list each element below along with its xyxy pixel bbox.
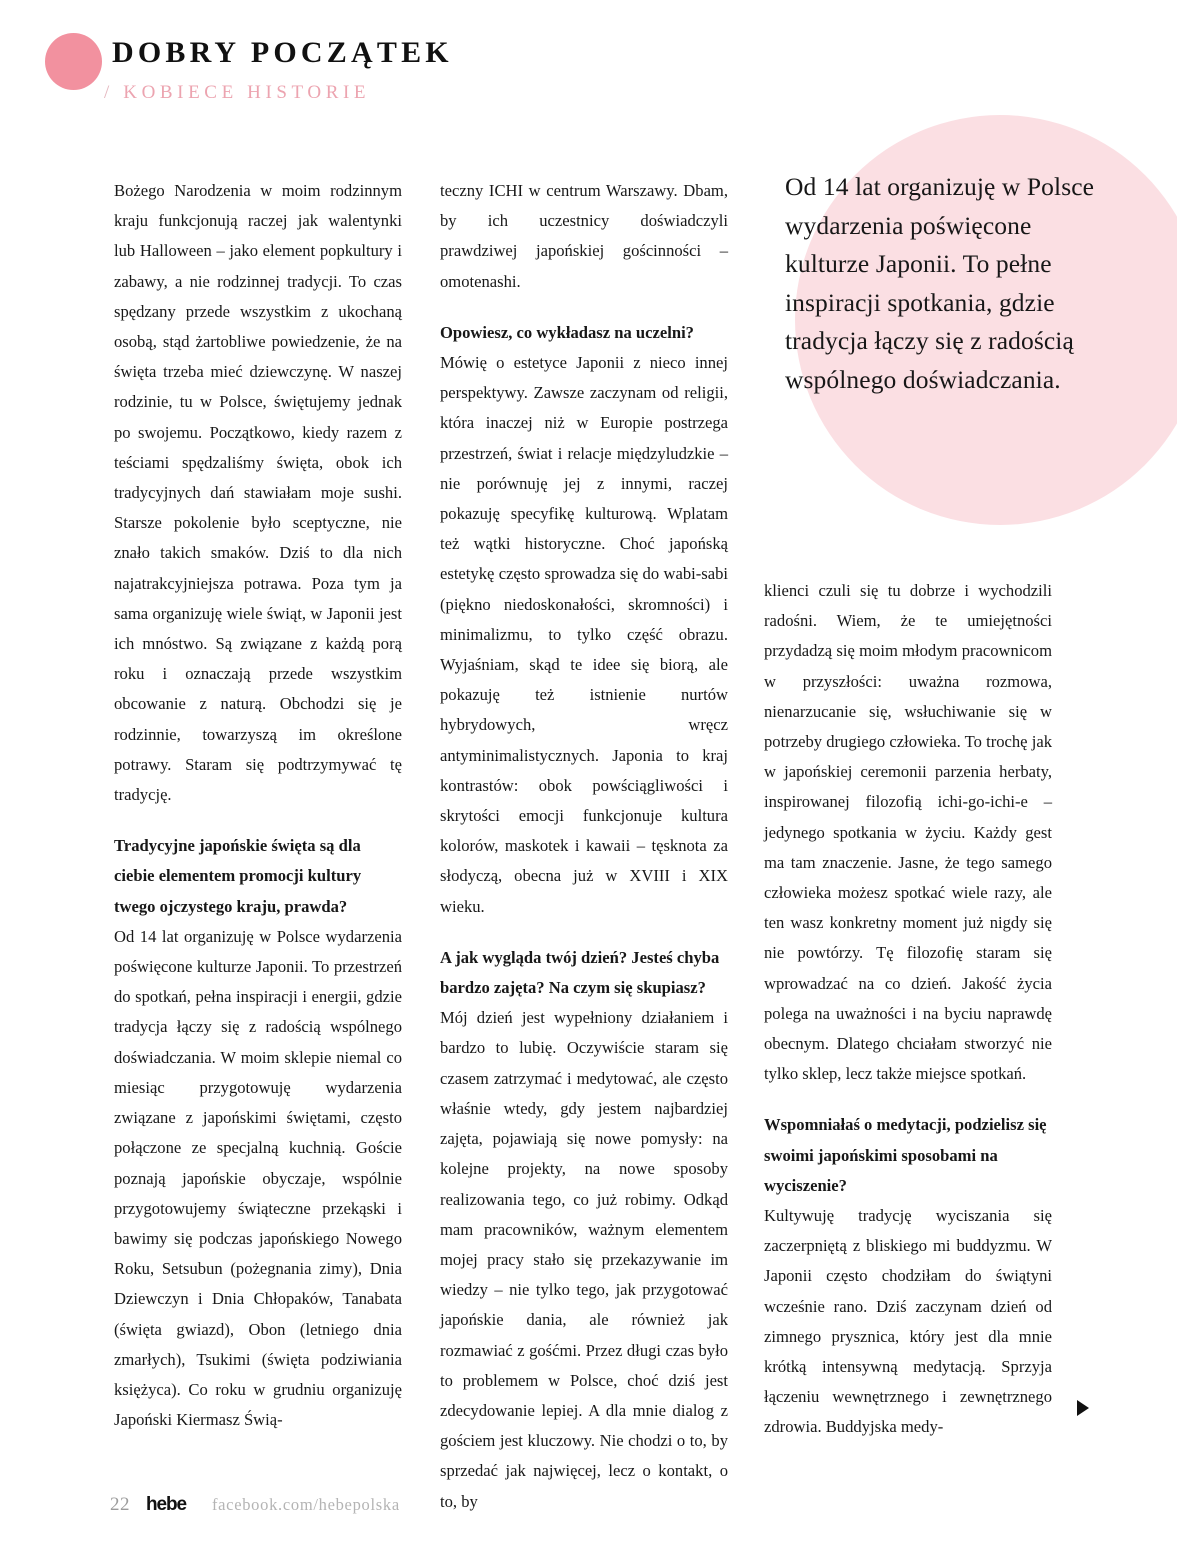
body-paragraph: Kultywuję tradycję wyciszania się zaczerpniętą z bliskiego mi buddyzmu. W Japonii często chodziłam do świątyni wcześnie rano. Dziś zaczynam dzień od zimnego prysznica, który jest dla mnie krótką intensywną medytacją. Sprzyja łączeniu wewnętrznego i zewnętrznego zdrowia. Buddyjska medy- xyxy=(764,1206,1052,1437)
masthead xyxy=(0,0,1177,130)
page-number: 22 xyxy=(110,1494,130,1515)
interview-question: Opowiesz, co wykładasz na uczelni? xyxy=(440,322,694,342)
brand-logo: hebe xyxy=(146,1494,186,1515)
body-paragraph: Mój dzień jest wypełniony działaniem i bardzo to lubię. Oczywiście staram się czasem zatrzymać i medytować, ale często właśnie wtedy, gdy jestem najbardziej zajęta, pojawiają się nowe pomysły: na kolejne projekty, na nowe sposoby realizowania tego, co już robimy. Odkąd mam pracowników, ważnym elementem mojej pracy stało się przekazywanie im wiedzy – nie tylko tego, jak przygotować japońskie dania, ale również jak rozmawiać z gośćmi. Przez długi czas było to problemem w Polsce, choć dziś jest zdecydowanie lepiej. A dla mnie dialog z gościem jest kluczowy. Nie chodzi o to, by sprzedać jak najwięcej, lecz o kontakt, o to, by xyxy=(440,1008,728,1511)
interview-question: Tradycyjne japońskie święta są dla ciebie elementem promocji kultury twego ojczystego kraju, prawda? xyxy=(114,836,362,916)
next-page-arrow-icon xyxy=(1077,1400,1089,1416)
decorative-pink-dot xyxy=(45,33,102,90)
pull-quote-text: Od 14 lat organizuję w Polsce wydarzenia poświęcone kulturze Japonii. To pełne inspiracji spotkania, gdzie tradycja łączy się z radością wspólnego doświadczania. xyxy=(785,172,1095,394)
section-subtitle-label: KOBIECE HISTORIE xyxy=(123,82,371,103)
body-paragraph: teczny ICHI w centrum Warszawy. Dbam, by ich uczestnicy doświadczyli prawdziwej japońskiej gościnności – omotenashi. xyxy=(440,181,728,291)
social-handle: facebook.com/hebepolska xyxy=(211,1495,400,1514)
page-footer xyxy=(110,1494,400,1522)
body-paragraph: klienci czuli się tu dobrze i wychodzili radośni. Wiem, że te umiejętności przydadzą się moim młodym pracownicom w przyszłości: uważna rozmowa, nienarzucanie się, wsłuchiwanie się w potrzeby drugiego człowieka. To trochę jak w japońskiej ceremonii parzenia herbaty, inspirowanej filozofią ichi-go-ichi-e – jedynego spotkania w życiu. Każdy gest ma tam znaczenie. Jasne, że tego samego człowieka możesz spotkać wiele razy, ale ten wasz konkretny moment już nigdy się nie powtórzy. Tę filozofię staram się wprowadzać na co dzień. Jakość życia polega na uważności i na byciu naprawdę obecnym. Dlatego chciałam stworzyć nie tylko sklep, lecz także miejsce spotkań. xyxy=(764,581,1052,1084)
section-subtitle xyxy=(104,82,370,104)
interview-question: Wspomniałaś o medytacji, podzielisz się swoimi japońskimi sposobami na wyciszenie? xyxy=(764,1115,1047,1195)
text-column-1 xyxy=(114,176,402,1435)
interview-question: A jak wygląda twój dzień? Jesteś chyba bardzo zajęta? Na czym się skupiasz? xyxy=(440,947,720,998)
slash-separator: / xyxy=(104,82,114,103)
body-paragraph: Bożego Narodzenia w moim rodzinnym kraju funkcjonują raczej jak walentynki lub Halloween – jako element popkultury i zabawy, a nie rodzinnej tradycji. To czas spędzany przede wszystkim z ukochaną osobą, stąd żartobliwe powiedzenie, że na święta trzeba mieć dziewczynę. W naszej rodzinie, tu w Polsce, świętujemy jednak po swojemu. Początkowo, kiedy razem z teściami spędzaliśmy święta, obok ich tradycyjnych dań stawiałam moje sushi. Starsze pokolenie było sceptyczne, nie znało takich smaków. Dziś to dla nich najatrakcyjniejsza potrawa. Poza tym ja sama organizuję wiele świąt, w Japonii jest ich mnóstwo. Są związane z każdą porą roku i oznaczają przede wszystkim obcowanie z naturą. Obchodzi się je rodzinnie, towarzyszą im określone potrawy. Staram się podtrzymywać tę tradycję. xyxy=(114,181,402,805)
section-title: DOBRY POCZĄTEK xyxy=(112,36,453,69)
text-column-3 xyxy=(764,576,1052,1443)
body-paragraph: Mówię o estetyce Japonii z nieco innej perspektywy. Zawsze zaczynam od religii, która inaczej niż w Europie postrzega przestrzeń, świat i relacje międzyludzkie – nie porównuję jej z innymi, raczej pokazuję specyfikę kulturową. Wplatam też wątki historyczne. Choć japońską estetykę często sprowadza się do wabi-sabi (piękno niedoskonałości, skromności) i minimalizmu, to tylko część obrazu. Wyjaśniam, skąd te idee się biorą, ale pokazuję też istnienie nurtów hybrydowych, wręcz antyminimalistycznych. Japonia to kraj kontrastów: obok powściągliwości i skrytości emocji funkcjonuje kultura kolorów, maskotek i kawaii – tęsknota za słodyczą, obecna już w XVIII i XIX wieku. xyxy=(440,353,728,916)
body-paragraph: Od 14 lat organizuję w Polsce wydarzenia poświęcone kulturze Japonii. To przestrzeń do spotkań, pełna inspiracji i energii, gdzie tradycja łączy się z radością wspólnego doświadczania. W moim sklepie niemal co miesiąc przygotowuję wydarzenia związane z japońskimi świętami, często połączone ze specjalną kuchnią. Goście poznają japońskie obyczaje, wspólnie przygotowujemy świąteczne przekąski i bawimy się podczas japońskiego Nowego Roku, Setsubun (pożegnania zimy), Dnia Dziewczyn i Dnia Chłopaków, Tanabata (święta gwiazd), Obon (letniego dnia zmarłych), Tsukimi (święta podziwiania księżyca). Co roku w grudniu organizuję Japoński Kiermasz Świą- xyxy=(114,926,402,1430)
text-column-2 xyxy=(440,176,728,1517)
